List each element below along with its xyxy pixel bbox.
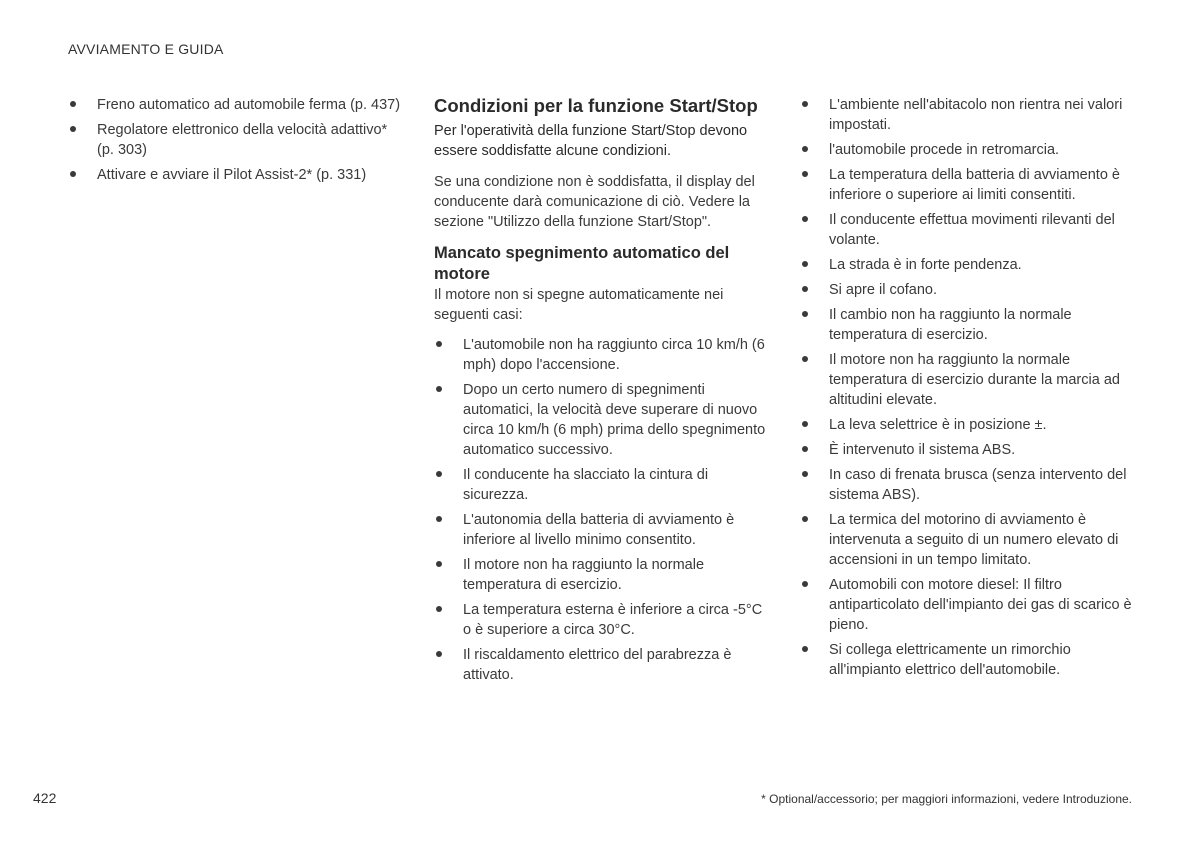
- column-middle: [434, 95, 770, 690]
- bullet-icon: [802, 421, 808, 427]
- bullet-icon: [802, 311, 808, 317]
- bullet-icon: [70, 101, 76, 107]
- list-item: La strada è in forte pendenza.: [800, 255, 1135, 275]
- list-item: Il riscaldamento elettrico del parabrezza è attivato.: [434, 645, 770, 685]
- bullet-icon: [802, 646, 808, 652]
- bullet-icon: [802, 261, 808, 267]
- bullet-list-right: [800, 95, 1135, 680]
- list-item: Il cambio non ha raggiunto la normale temperatura di esercizio.: [800, 305, 1135, 345]
- bullet-icon: [802, 581, 808, 587]
- bullet-icon: [436, 471, 442, 477]
- bullet-icon: [802, 471, 808, 477]
- bullet-icon: [436, 606, 442, 612]
- section-intro: Per l'operatività della funzione Start/Stop devono essere soddisfatte alcune condizioni.: [434, 123, 748, 159]
- list-item: Automobili con motore diesel: Il filtro antiparticolato dell'impianto dei gas di scarico è pieno.: [800, 575, 1135, 635]
- bullet-icon: [70, 171, 76, 177]
- column-left: [68, 95, 408, 190]
- list-item: La temperatura esterna è inferiore a circa -5°C o è superiore a circa 30°C.: [434, 600, 770, 640]
- section-title: Condizioni per la funzione Start/Stop: [434, 95, 758, 116]
- section-body: Se una condizione non è soddisfatta, il display del conducente darà comunicazione di ciò. Vedere la sezione "Utilizzo della funzione Start/Stop".: [434, 174, 755, 230]
- bullet-icon: [436, 651, 442, 657]
- bullet-icon: [802, 356, 808, 362]
- list-item: Il motore non ha raggiunto la normale temperatura di esercizio durante la marcia ad altitudini elevate.: [800, 350, 1135, 410]
- bullet-icon: [436, 341, 442, 347]
- bullet-list-left: [68, 95, 408, 185]
- list-item: L'ambiente nell'abitacolo non rientra nei valori impostati.: [800, 95, 1135, 135]
- bullet-icon: [802, 101, 808, 107]
- bullet-icon: [802, 446, 808, 452]
- list-item: Freno automatico ad automobile ferma (p. 437): [68, 95, 408, 115]
- bullet-icon: [436, 386, 442, 392]
- list-item: In caso di frenata brusca (senza intervento del sistema ABS).: [800, 465, 1135, 505]
- list-item: Si apre il cofano.: [800, 280, 1135, 300]
- bullet-icon: [70, 126, 76, 132]
- bullet-icon: [802, 216, 808, 222]
- list-item: Attivare e avviare il Pilot Assist-2* (p. 331): [68, 165, 408, 185]
- list-item: La leva selettrice è in posizione ±.: [800, 415, 1135, 435]
- list-item: La termica del motorino di avviamento è intervenuta a seguito di un numero elevato di accensioni in un tempo limitato.: [800, 510, 1135, 570]
- list-item: Il motore non ha raggiunto la normale temperatura di esercizio.: [434, 555, 770, 595]
- page-number: 422: [33, 790, 57, 806]
- footnote: * Optional/accessorio; per maggiori informazioni, vedere Introduzione.: [761, 792, 1132, 806]
- list-item: l'automobile procede in retromarcia.: [800, 140, 1135, 160]
- list-item: L'automobile non ha raggiunto circa 10 km/h (6 mph) dopo l'accensione.: [434, 335, 770, 375]
- list-item: Regolatore elettronico della velocità adattivo* (p. 303): [68, 120, 408, 160]
- bullet-icon: [436, 516, 442, 522]
- bullet-icon: [436, 561, 442, 567]
- bullet-icon: [802, 171, 808, 177]
- column-right: [800, 95, 1135, 685]
- list-item: Si collega elettricamente un rimorchio all'impianto elettrico dell'automobile.: [800, 640, 1135, 680]
- list-item: L'autonomia della batteria di avviamento è inferiore al livello minimo consentito.: [434, 510, 770, 550]
- list-item: Dopo un certo numero di spegnimenti automatici, la velocità deve superare di nuovo circa 10 km/h (6 mph) prima dello spegnimento automatico successivo.: [434, 380, 770, 460]
- subsection-body: Il motore non si spegne automaticamente nei seguenti casi:: [434, 287, 724, 323]
- bullet-icon: [802, 286, 808, 292]
- bullet-list-middle: [434, 335, 770, 685]
- list-item: Il conducente effettua movimenti rilevanti del volante.: [800, 210, 1135, 250]
- bullet-icon: [802, 516, 808, 522]
- list-item: È intervenuto il sistema ABS.: [800, 440, 1135, 460]
- list-item: Il conducente ha slacciato la cintura di sicurezza.: [434, 465, 770, 505]
- bullet-icon: [802, 146, 808, 152]
- subsection-title: Mancato spegnimento automatico del motore: [434, 244, 730, 283]
- page-header: AVVIAMENTO E GUIDA: [68, 41, 224, 57]
- list-item: La temperatura della batteria di avviamento è inferiore o superiore ai limiti consentiti.: [800, 165, 1135, 205]
